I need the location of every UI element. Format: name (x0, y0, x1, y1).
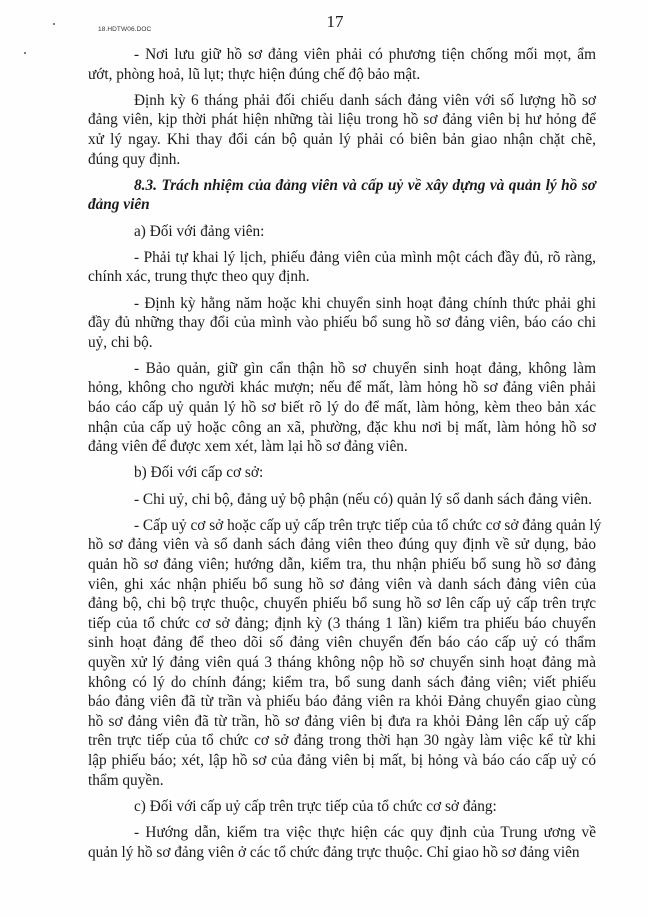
text-line: - Nơi lưu giữ hồ sơ đảng viên phải có phương tiện chống mối mọt, ẩm (134, 46, 596, 63)
text-line: sinh hoạt đảng để theo dõi số đảng viên chuyển đến báo cáo cấp uỷ có thẩm (88, 634, 596, 652)
text-line: thẩm quyền. (88, 771, 164, 789)
text-line: đảng viên (88, 196, 150, 214)
bullet-paragraph (88, 823, 596, 862)
section-heading (88, 176, 596, 215)
text-line: b) Đối với cấp cơ sở: (134, 464, 264, 482)
bullet-paragraph (88, 490, 596, 510)
text-line: ướt, phòng hoả, lũ lụt; thực hiện đúng chế độ bảo mật. (88, 65, 421, 83)
scan-speck (24, 52, 26, 54)
document-body (88, 45, 602, 869)
text-line: 8.3. Trách nhiệm của đảng viên và cấp uỷ về xây dựng và quản lý hồ sơ (134, 176, 596, 194)
text-line: tiếp của tổ chức cơ sở đảng; định kỳ (3 tháng 1 lần) kiểm tra phiếu báo chuyển (88, 614, 596, 632)
text-line: viên, ghi xác nhận phiếu bổ sung hồ sơ đảng viên và danh sách đảng viên của (88, 575, 596, 593)
bullet-paragraph (88, 45, 596, 84)
text-line: - Hướng dẫn, kiểm tra việc thực hiện các quy định của Trung ương về (134, 823, 596, 841)
text-line: không có lý do chính đáng; kiểm tra, bổ sung danh sách đảng viên; viết phiếu (88, 673, 596, 691)
text-line: báo đảng viên đã từ trần và phiếu báo đảng viên ra khỏi Đảng chuyển giao cùng (88, 693, 596, 711)
text-line: quản hồ sơ đảng viên; hướng dẫn, kiểm tra, thu nhận phiếu bổ sung hồ sơ đảng (88, 556, 596, 573)
text-line: hồ sơ đảng viên và sổ danh sách đảng viên theo đúng quy định về sử dụng, bảo (88, 536, 596, 554)
text-line: trên trực tiếp của tổ chức cơ sở đảng trong thời hạn 30 ngày làm việc kể từ khi (88, 732, 596, 750)
text-line: nhận của cấp uỷ hoặc công an xã, phường, đặc khu nơi bị mất, làm hỏng hồ sơ (88, 418, 596, 436)
page-number: 17 (326, 12, 344, 31)
text-line: a) Đối với đảng viên: (134, 222, 265, 240)
text-line: hỏng, không cho người khác mượn; nếu để mất, làm hỏng hồ sơ đảng viên phải (88, 379, 596, 397)
text-line: uỷ, chi bộ. (88, 333, 153, 351)
text-line: đảng viên để được xem xét, làm lại hồ sơ đảng viên. (88, 438, 408, 456)
text-line: - Định kỳ hằng năm hoặc khi chuyển sinh hoạt đảng chính thức phải ghi (134, 294, 596, 312)
text-line: - Bảo quản, giữ gìn cẩn thận hồ sơ chuyển sinh hoạt đảng, không làm (134, 359, 596, 377)
bullet-paragraph (88, 294, 596, 353)
text-line: báo cáo cấp uỷ quản lý hồ sơ biết rõ lý do để mất, làm hỏng, kèm theo bản xác (88, 399, 596, 417)
text-line: - Chi uỷ, chi bộ, đảng uỷ bộ phận (nếu có) quản lý sổ danh sách đảng viên. (134, 490, 592, 508)
text-line: quản lý hồ sơ đảng viên ở các tổ chức đảng trực thuộc. Chỉ giao hồ sơ đảng viên (88, 843, 580, 861)
bullet-paragraph (88, 516, 602, 790)
subsection-label (88, 797, 596, 817)
text-line: c) Đối với cấp uỷ cấp trên trực tiếp của tổ chức cơ sở đảng: (134, 797, 497, 815)
subsection-label (88, 222, 596, 242)
paragraph (88, 91, 596, 169)
subsection-label (88, 463, 596, 483)
text-line: quyền xử lý đảng viên quá 3 tháng không nộp hồ sơ chuyển sinh hoạt đảng mà (88, 653, 596, 671)
bullet-paragraph (88, 359, 596, 457)
text-line: lập phiếu báo; xét, lập hồ sơ của đảng viên bị mất, bị hỏng và báo cáo cấp uỷ có (88, 751, 596, 769)
text-line: xử lý ngay. Khi thay đổi cán bộ quản lý phải có biên bản giao nhận chặt chẽ, (88, 130, 596, 148)
text-line: đúng quy định. (88, 150, 181, 168)
text-line: - Phải tự khai lý lịch, phiếu đảng viên của mình một cách đầy đủ, rõ ràng, (134, 248, 596, 266)
text-line: - Cấp uỷ cơ sở hoặc cấp uỷ cấp trên trực tiếp của tổ chức cơ sở đảng quản lý (134, 516, 602, 534)
text-line: Định kỳ 6 tháng phải đối chiếu danh sách đảng viên với số lượng hồ sơ (134, 91, 596, 109)
text-line: đảng viên, kịp thời phát hiện những tài liệu trong hồ sơ đảng viên bị hư hỏng để (88, 111, 596, 129)
document-file-name: 18.HDTW06.DOC (98, 26, 152, 33)
text-line: hồ sơ đảng viên đã từ trần, hồ sơ đảng viên bị đưa ra khỏi Đảng lên cấp uỷ cấp (88, 712, 596, 730)
text-line: đảng bộ, chi bộ trực thuộc, chuyển phiếu bổ sung hồ sơ lên cấp uỷ cấp trên trực (88, 595, 596, 613)
text-line: đầy đủ những thay đổi của mình vào phiếu bổ sung hồ sơ đảng viên, báo cáo chi (88, 314, 596, 332)
bullet-paragraph (88, 248, 596, 287)
text-line: chính xác, trung thực theo quy định. (88, 268, 310, 286)
